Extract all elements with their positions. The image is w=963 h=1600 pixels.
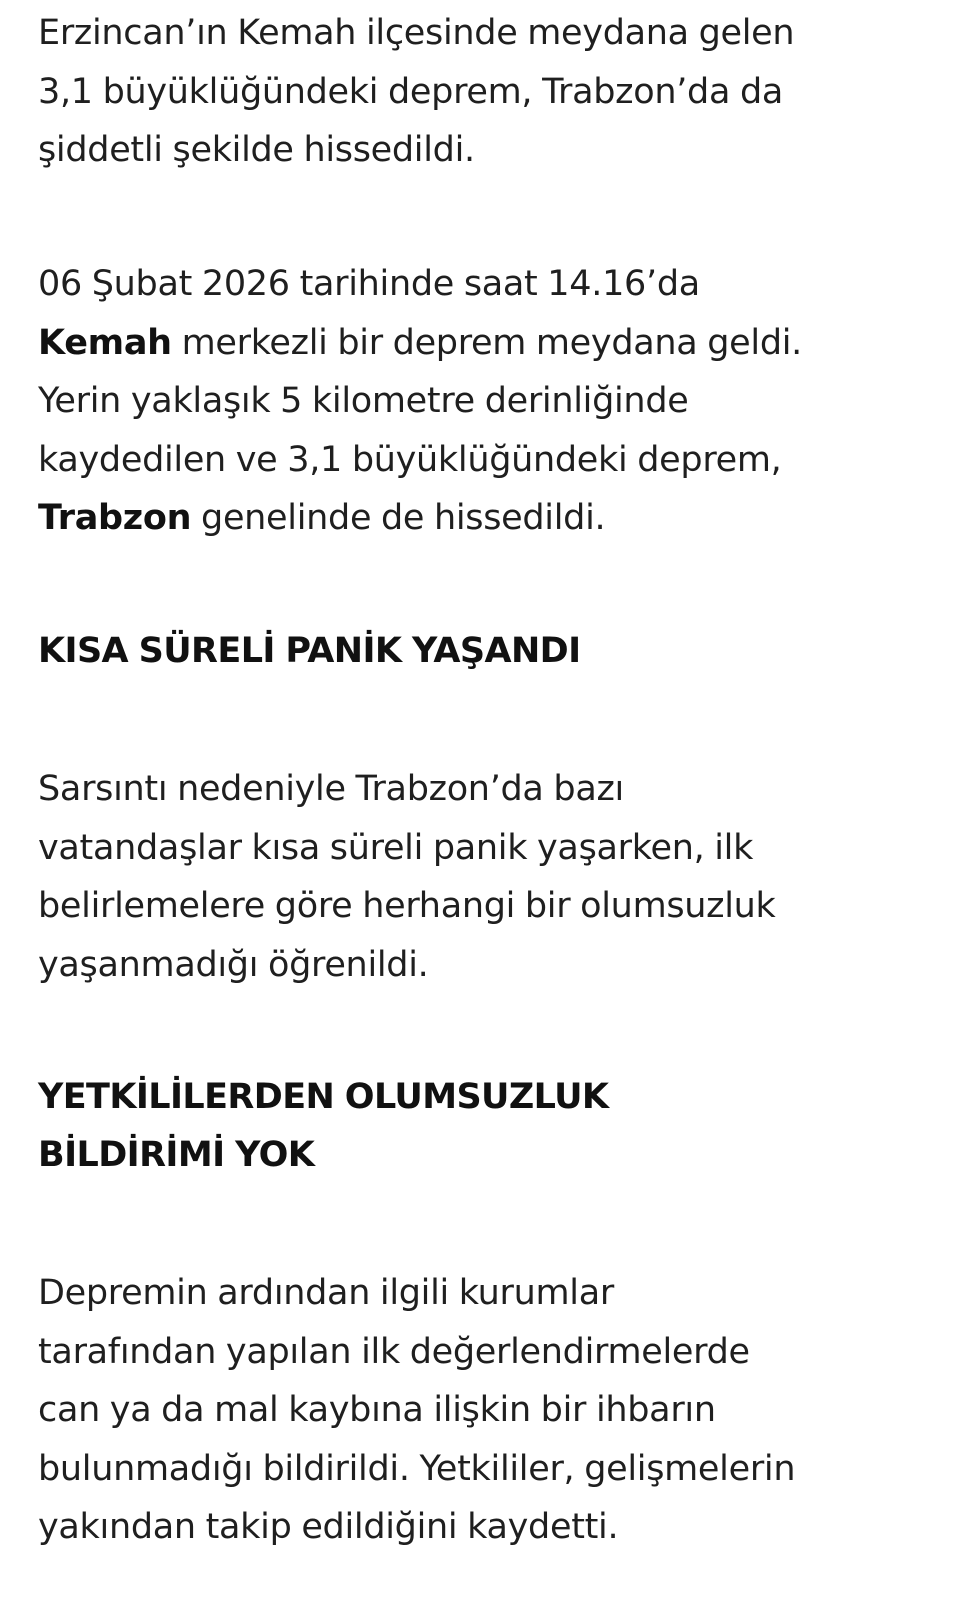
text-line: 06 Şubat 2026 tarihinde saat 14.16’da [38, 264, 700, 304]
text-line: bulunmadığı bildirildi. Yetkililer, gelişmelerin [38, 1448, 796, 1489]
section-heading-officials [38, 1068, 935, 1184]
text-line: tarafından yapılan ilk değerlendirmelerde [38, 1331, 750, 1372]
bold-location-trabzon: Trabzon [38, 498, 192, 538]
officials-paragraph [38, 1264, 935, 1557]
section-heading-panic: KISA SÜRELİ PANİK YAŞANDI [38, 631, 581, 671]
text-line: can ya da mal kaybına ilişkin bir ihbarın [38, 1390, 716, 1430]
intro-paragraph [38, 4, 935, 180]
heading-line: BİLDİRİMİ YOK [38, 1135, 315, 1175]
text-line: şiddetli şekilde hissedildi. [38, 130, 475, 170]
text-line: Sarsıntı nedeniyle Trabzon’da bazı [38, 769, 624, 809]
panic-paragraph [38, 760, 935, 994]
text-line: belirlemelere göre herhangi bir olumsuzluk [38, 886, 776, 926]
text-line: vatandaşlar kısa süreli panik yaşarken, ilk [38, 827, 754, 868]
text-line: merkezli bir deprem meydana geldi. [171, 322, 802, 363]
text-line: 3,1 büyüklüğündeki deprem, Trabzon’da da [38, 71, 784, 112]
text-line: kaydedilen ve 3,1 büyüklüğündeki deprem, [38, 439, 782, 480]
text-line: Depremin ardından ilgili kurumlar [38, 1273, 614, 1313]
text-line: Erzincan’ın Kemah ilçesinde meydana gelen [38, 13, 795, 53]
text-line: genelinde de hissedildi. [191, 498, 606, 538]
bold-location-kemah: Kemah [38, 322, 172, 363]
text-line: Yerin yaklaşık 5 kilometre derinliğinde [38, 381, 689, 421]
heading-line: YETKİLİLERDEN OLUMSUZLUK [38, 1077, 609, 1117]
event-paragraph [38, 255, 935, 548]
text-line: yakından takip edildiğini kaydetti. [38, 1507, 619, 1547]
text-line: yaşanmadığı öğrenildi. [38, 944, 429, 985]
